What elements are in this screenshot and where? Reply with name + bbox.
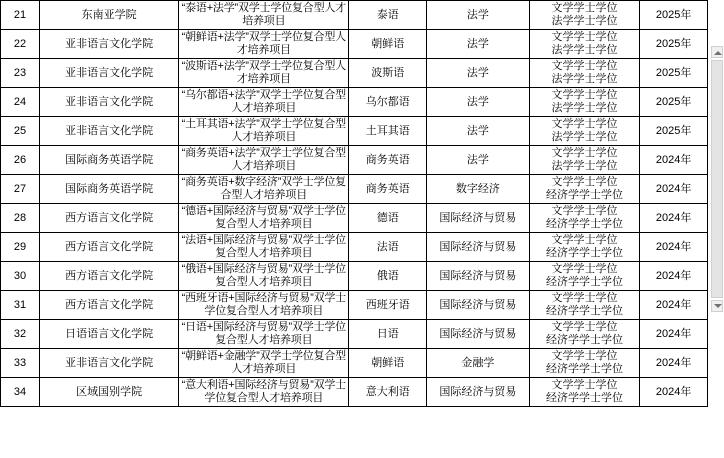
foreign-language: 日语 bbox=[349, 320, 427, 349]
second-degree-major: 法学 bbox=[427, 59, 529, 88]
row-index: 25 bbox=[1, 117, 40, 146]
foreign-language: 商务英语 bbox=[349, 146, 427, 175]
second-degree-major: 国际经济与贸易 bbox=[427, 204, 529, 233]
second-degree-major: 法学 bbox=[427, 30, 529, 59]
first-enrollment-year: 2024年 bbox=[640, 320, 708, 349]
first-enrollment-year: 2024年 bbox=[640, 262, 708, 291]
second-degree-major: 数字经济 bbox=[427, 175, 529, 204]
first-enrollment-year: 2024年 bbox=[640, 378, 708, 407]
college-name: 西方语言文化学院 bbox=[39, 291, 178, 320]
college-name: 日语语言文化学院 bbox=[39, 320, 178, 349]
row-index: 24 bbox=[1, 88, 40, 117]
table-row bbox=[1, 30, 708, 59]
second-degree-major: 国际经济与贸易 bbox=[427, 320, 529, 349]
row-index: 34 bbox=[1, 378, 40, 407]
row-index: 22 bbox=[1, 30, 40, 59]
first-enrollment-year: 2024年 bbox=[640, 233, 708, 262]
foreign-language: 商务英语 bbox=[349, 175, 427, 204]
program-name: “法语+国际经济与贸易”双学士学位复合型人才培养项目 bbox=[179, 233, 349, 262]
page-bottom-edge bbox=[0, 452, 724, 458]
program-name: “意大利语+国际经济与贸易”双学士学位复合型人才培养项目 bbox=[179, 378, 349, 407]
table-row bbox=[1, 204, 708, 233]
second-degree-major: 法学 bbox=[427, 1, 529, 30]
second-degree-major: 金融学 bbox=[427, 349, 529, 378]
first-enrollment-year: 2025年 bbox=[640, 30, 708, 59]
table-row bbox=[1, 320, 708, 349]
foreign-language: 波斯语 bbox=[349, 59, 427, 88]
first-enrollment-year: 2025年 bbox=[640, 88, 708, 117]
row-index: 21 bbox=[1, 1, 40, 30]
second-degree-major: 法学 bbox=[427, 146, 529, 175]
foreign-language: 朝鲜语 bbox=[349, 349, 427, 378]
foreign-language: 乌尔都语 bbox=[349, 88, 427, 117]
program-name: “乌尔都语+法学”双学士学位复合型人才培养项目 bbox=[179, 88, 349, 117]
second-degree-major: 国际经济与贸易 bbox=[427, 378, 529, 407]
college-name: 西方语言文化学院 bbox=[39, 233, 178, 262]
college-name: 国际商务英语学院 bbox=[39, 175, 178, 204]
table-row bbox=[1, 1, 708, 30]
table-row bbox=[1, 262, 708, 291]
college-name: 亚非语言文化学院 bbox=[39, 117, 178, 146]
row-index: 32 bbox=[1, 320, 40, 349]
first-enrollment-year: 2025年 bbox=[640, 117, 708, 146]
foreign-language: 俄语 bbox=[349, 262, 427, 291]
program-name: “波斯语+法学”双学士学位复合型人才培养项目 bbox=[179, 59, 349, 88]
program-name: “俄语+国际经济与贸易”双学士学位复合型人才培养项目 bbox=[179, 262, 349, 291]
vertical-scrollbar[interactable] bbox=[710, 0, 724, 458]
table-row bbox=[1, 88, 708, 117]
row-index: 28 bbox=[1, 204, 40, 233]
college-name: 西方语言文化学院 bbox=[39, 262, 178, 291]
row-index: 31 bbox=[1, 291, 40, 320]
program-name: “朝鲜语+法学”双学士学位复合型人才培养项目 bbox=[179, 30, 349, 59]
program-name: “朝鲜语+金融学”双学士学位复合型人才培养项目 bbox=[179, 349, 349, 378]
second-degree-major: 国际经济与贸易 bbox=[427, 291, 529, 320]
second-degree-major: 法学 bbox=[427, 88, 529, 117]
degree-types: 文学学士学位 经济学学士学位 bbox=[529, 320, 640, 349]
program-name: “土耳其语+法学”双学士学位复合型人才培养项目 bbox=[179, 117, 349, 146]
table-row bbox=[1, 233, 708, 262]
table-row bbox=[1, 59, 708, 88]
degree-types: 文学学士学位 经济学学士学位 bbox=[529, 349, 640, 378]
college-name: 亚非语言文化学院 bbox=[39, 88, 178, 117]
table-row bbox=[1, 146, 708, 175]
foreign-language: 法语 bbox=[349, 233, 427, 262]
degree-types: 文学学士学位 法学学士学位 bbox=[529, 88, 640, 117]
college-name: 亚非语言文化学院 bbox=[39, 59, 178, 88]
degree-types: 文学学士学位 经济学学士学位 bbox=[529, 291, 640, 320]
foreign-language: 德语 bbox=[349, 204, 427, 233]
degree-types: 文学学士学位 经济学学士学位 bbox=[529, 378, 640, 407]
program-name: “泰语+法学”双学士学位复合型人才培养项目 bbox=[179, 1, 349, 30]
row-index: 30 bbox=[1, 262, 40, 291]
program-name: “德语+国际经济与贸易”双学士学位复合型人才培养项目 bbox=[179, 204, 349, 233]
foreign-language: 西班牙语 bbox=[349, 291, 427, 320]
scrollbar-thumb[interactable] bbox=[711, 60, 723, 298]
table-row bbox=[1, 378, 708, 407]
table-row bbox=[1, 349, 708, 378]
table-row bbox=[1, 117, 708, 146]
first-enrollment-year: 2024年 bbox=[640, 146, 708, 175]
row-index: 29 bbox=[1, 233, 40, 262]
first-enrollment-year: 2024年 bbox=[640, 175, 708, 204]
row-index: 26 bbox=[1, 146, 40, 175]
program-name: “商务英语+数字经济”双学士学位复合型人才培养项目 bbox=[179, 175, 349, 204]
row-index: 27 bbox=[1, 175, 40, 204]
second-degree-major: 国际经济与贸易 bbox=[427, 233, 529, 262]
table-row bbox=[1, 291, 708, 320]
degree-types: 文学学士学位 法学学士学位 bbox=[529, 59, 640, 88]
first-enrollment-year: 2024年 bbox=[640, 349, 708, 378]
college-name: 西方语言文化学院 bbox=[39, 204, 178, 233]
degree-types: 文学学士学位 法学学士学位 bbox=[529, 146, 640, 175]
first-enrollment-year: 2024年 bbox=[640, 291, 708, 320]
table-row bbox=[1, 175, 708, 204]
row-index: 33 bbox=[1, 349, 40, 378]
second-degree-major: 法学 bbox=[427, 117, 529, 146]
college-name: 区域国别学院 bbox=[39, 378, 178, 407]
row-index: 23 bbox=[1, 59, 40, 88]
first-enrollment-year: 2025年 bbox=[640, 1, 708, 30]
chevron-up-icon[interactable] bbox=[711, 46, 723, 58]
degree-types: 文学学士学位 经济学学士学位 bbox=[529, 262, 640, 291]
foreign-language: 泰语 bbox=[349, 1, 427, 30]
program-name: “日语+国际经济与贸易”双学士学位复合型人才培养项目 bbox=[179, 320, 349, 349]
college-name: 亚非语言文化学院 bbox=[39, 349, 178, 378]
first-enrollment-year: 2024年 bbox=[640, 204, 708, 233]
program-name: “西班牙语+国际经济与贸易”双学士学位复合型人才培养项目 bbox=[179, 291, 349, 320]
degree-types: 文学学士学位 经济学学士学位 bbox=[529, 175, 640, 204]
college-name: 亚非语言文化学院 bbox=[39, 30, 178, 59]
first-enrollment-year: 2025年 bbox=[640, 59, 708, 88]
degree-types: 文学学士学位 法学学士学位 bbox=[529, 30, 640, 59]
second-degree-major: 国际经济与贸易 bbox=[427, 262, 529, 291]
degree-types: 文学学士学位 法学学士学位 bbox=[529, 117, 640, 146]
college-name: 东南亚学院 bbox=[39, 1, 178, 30]
chevron-down-icon[interactable] bbox=[711, 300, 723, 312]
college-name: 国际商务英语学院 bbox=[39, 146, 178, 175]
degree-types: 文学学士学位 法学学士学位 bbox=[529, 1, 640, 30]
foreign-language: 意大利语 bbox=[349, 378, 427, 407]
foreign-language: 土耳其语 bbox=[349, 117, 427, 146]
foreign-language: 朝鲜语 bbox=[349, 30, 427, 59]
program-name: “商务英语+法学”双学士学位复合型人才培养项目 bbox=[179, 146, 349, 175]
degree-types: 文学学士学位 经济学学士学位 bbox=[529, 204, 640, 233]
degree-types: 文学学士学位 经济学学士学位 bbox=[529, 233, 640, 262]
